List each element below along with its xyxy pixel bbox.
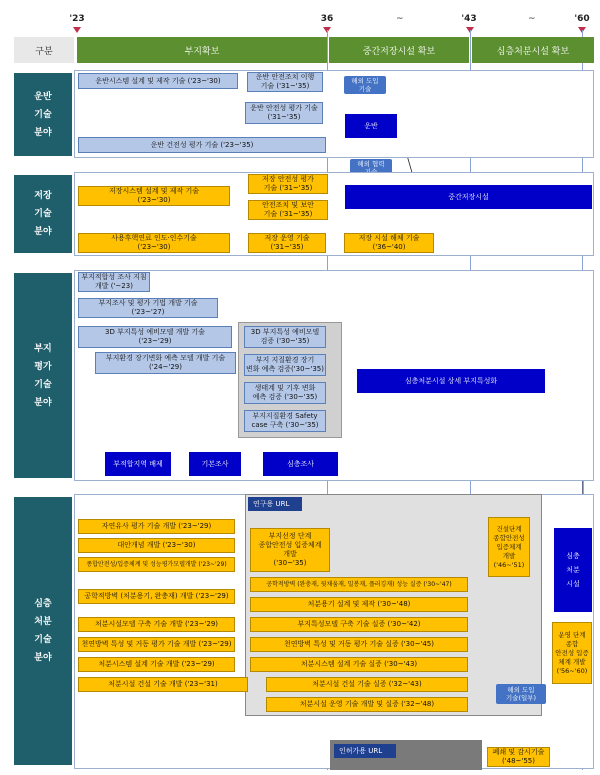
- disposal-system-design-dev: 처분시스템 설계 기술 개발 ('23~'29): [78, 657, 235, 672]
- storage-result: 중간저장시설: [345, 185, 592, 209]
- license-url-text: 인허가용 URL: [339, 747, 383, 755]
- site-basic-survey: 기본조사: [189, 452, 241, 476]
- overseas-coop-tech-badge: 해외 협력: [350, 159, 392, 177]
- header-category: 구분: [14, 37, 74, 63]
- repository-operation-demo: 처분시설 운영 기술 개발 및 실증 ('32~'48): [266, 697, 468, 712]
- year-2043: '43: [461, 14, 477, 24]
- section-label-storage: 저장 기술 분야: [14, 175, 72, 253]
- alternative-concept: 대안개념 개발 ('23~'30): [78, 538, 235, 553]
- year-2036: 36: [320, 14, 334, 24]
- transport-system-design: 운반시스템 설계 및 제작 기술 ('23~'30): [78, 73, 238, 89]
- storage-system-design: 저장시스템 설계 및 제작 기술 ('23~'30): [78, 186, 230, 206]
- site-longterm-prediction-dev: 부지환경 장기변화 예측 모델 개발 기술 ('24~'29): [95, 352, 236, 374]
- overseas-intro-tech-badge: 해외 도입 기술: [344, 76, 386, 94]
- safety-case-performance-model: 종합안전성/입증체계 및 성능평가모델개발 ('23~'29): [78, 557, 235, 572]
- engineered-barrier-demo: 공학적방벽 (완충재, 뒷채움재, 밀봉재, 플러깅재) 성능 실증 ('30~'47): [250, 577, 468, 592]
- storage-operation: 저장 운영 기술 ('31~'35): [248, 233, 326, 253]
- timeline-tilde: ~: [396, 14, 404, 24]
- engineered-barrier-dev: 공학적방벽 (처분용기, 완충재) 개발 ('23~'29): [78, 589, 235, 604]
- site-longterm-validation: 부지 지질환경 장기 변화 예측 검증('30~'35): [244, 354, 326, 376]
- research-url-label: [248, 497, 302, 511]
- construction-safety-case: 건설단계 종합안전성 입증체계 개발 ('46~'51): [488, 517, 530, 577]
- natural-analogue: 자연유사 평가 기술 개발 ('23~'29): [78, 519, 235, 534]
- storage-safety-assessment: 저장 안전성 평가 기술 ('31~'35): [248, 174, 328, 194]
- research-url-text: 연구용 URL: [253, 500, 290, 508]
- phase-deep-disposal: 심층처분시설 확보: [472, 37, 594, 63]
- transport-integrity-assessment: 운반 건전성 평가 기술 ('23~'35): [78, 137, 326, 153]
- storage-safeguards-security: 안전조치 및 보안 기술 ('31~'35): [248, 200, 328, 220]
- site-3d-model-dev: 3D 부지특성 예비모델 개발 기술 ('23~'29): [78, 326, 232, 348]
- closure-monitoring: 폐쇄 및 감시기술 ('48~'55): [487, 747, 550, 767]
- deep-disposal-result: 심층 처분 시설: [554, 528, 592, 612]
- siting-safety-case: 부지선정 단계 종합안전성 입증체계 개발 ('30~'35): [250, 528, 330, 572]
- transport-result: 운반: [345, 114, 397, 138]
- storage-decommissioning: 저장 시설 해체 기술 ('36~'40): [344, 233, 434, 253]
- overseas-intro-partial-badge: 해외 도입 기술(일부): [496, 684, 546, 704]
- section-label-disposal: 심층 처분 기술 분야: [14, 497, 72, 765]
- site-3d-model-validation: 3D 부지특성 예비모델 검증 ('30~'35): [244, 326, 326, 348]
- spent-fuel-handover: 사용후핵연료 인도·인수기술 ('23~'30): [78, 233, 230, 253]
- phase-site-acquisition: 부지확보: [77, 37, 327, 63]
- disposal-system-design-demo: 처분시스템 설계 기술 실증 ('30~'43): [250, 657, 468, 672]
- natural-barrier-demo: 천연방벽 특성 및 거동 평가 기술 실증 ('30~'45): [250, 637, 468, 652]
- section-label-site: 부지 평가 기술 분야: [14, 273, 72, 478]
- repository-construction-dev: 처분시설 건설 기술 개발 ('23~'31): [78, 677, 248, 692]
- site-model-demo: 부지특성모델 구축 기술 실증 ('30~'42): [250, 617, 468, 632]
- site-suitability-guideline: 부지적합성 조사 지침 개발 ('~23): [78, 272, 150, 292]
- timeline-tilde: ~: [528, 14, 536, 24]
- year-2023: '23: [69, 14, 85, 24]
- site-safety-case: 부지지질환경 Safety case 구축 ('30~'35): [244, 410, 326, 432]
- transport-safety-measure: 운반 안전조치 이행 기술 ('31~'35): [247, 72, 323, 92]
- transport-safety-assessment: 운반 안전성 평가 기술 ('31~'35): [245, 102, 323, 124]
- canister-design-manufacture: 처분용기 설계 및 제작 ('30~'48): [250, 597, 468, 612]
- natural-barrier-dev: 천연방벽 특성 및 거동 평가 기술 개발 ('23~'29): [78, 637, 235, 652]
- operation-safety-case: 운영 단계 종합 안전성 입증 체계 개발 ('56~'60): [552, 622, 592, 684]
- repository-model-dev: 처분시설모델 구축 기술 개발 ('23~'29): [78, 617, 235, 632]
- phase-interim-storage: 중간저장시설 확보: [329, 37, 469, 63]
- repository-construction-demo: 처분시설 건설 기술 실증 ('32~'43): [266, 677, 468, 692]
- section-label-transport: 운반 기술 분야: [14, 73, 72, 156]
- site-detailed-survey: 심층조사: [263, 452, 338, 476]
- site-unsuitable-exclusion: 부적합지역 배제: [105, 452, 171, 476]
- site-ecosystem-validation: 생태계 및 기후 변화 예측 검증 ('30~'35): [244, 382, 326, 404]
- license-url-label: [334, 744, 396, 758]
- site-survey-method: 부지조사 및 평가 기법 개발 기술 ('23~'27): [78, 298, 218, 318]
- year-2060: '60: [574, 14, 590, 24]
- site-characterization-result: 심층처분시설 상세 부지특성화: [357, 369, 545, 393]
